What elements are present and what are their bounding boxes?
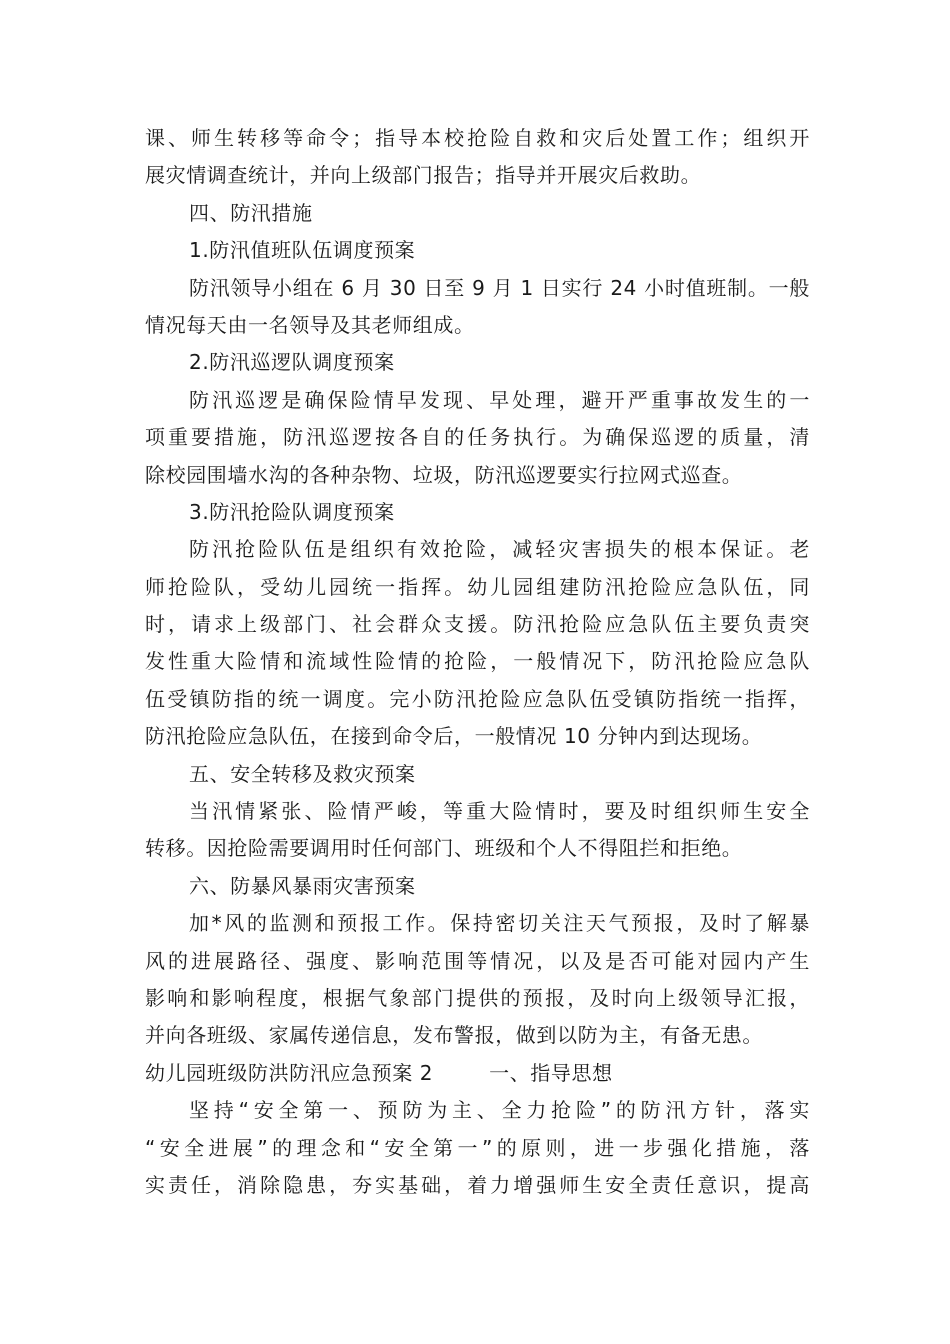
- paragraph-line: 防汛抢险队伍是组织有效抢险，减轻灾害损失的根本保证。老: [189, 537, 810, 562]
- paragraph-line: 发性重大险情和流域性险情的抢险，一般情况下，防汛抢险应急队: [145, 649, 810, 674]
- paragraph-line: 展灾情调查统计，并向上级部门报告；指导并开展灾后救助。: [145, 163, 702, 188]
- paragraph-line: 坚持“安全第一、预防为主、全力抢险”的防汛方针，落实: [189, 1098, 810, 1123]
- paragraph-line: 情况每天由一名领导及其老师组成。: [145, 312, 475, 337]
- paragraph-line: 并向各班级、家属传递信息，发布警报，做到以防为主，有备无患。: [145, 1023, 763, 1048]
- paragraph-line: 师抢险队，受幼儿园统一指挥。幼儿园组建防汛抢险应急队伍，同: [145, 574, 810, 599]
- document-title: 幼儿园班级防洪防汛应急预案 2: [145, 1060, 434, 1085]
- paragraph-line: 伍受镇防指的统一调度。完小防汛抢险应急队伍受镇防指统一指挥，: [145, 686, 810, 711]
- document-body: [145, 120, 810, 1204]
- paragraph-line: 项重要措施，防汛巡逻按各自的任务执行。为确保巡逻的质量，清: [145, 425, 810, 450]
- paragraph-line: 防汛领导小组在 6 月 30 日至 9 月 1 日实行 24 小时值班制。一般: [189, 275, 810, 300]
- section-heading: 五、安全转移及救灾预案: [189, 761, 416, 786]
- paragraph-line: 转移。因抢险需要调用时任何部门、班级和个人不得阻拦和拒绝。: [145, 836, 743, 861]
- paragraph-line: 防汛抢险应急队伍，在接到命令后，一般情况 10 分钟内到达现场。: [145, 724, 763, 749]
- paragraph-line: 影响和影响程度，根据气象部门提供的预报，及时向上级领导汇报，: [145, 985, 810, 1010]
- section-heading: 六、防暴风暴雨灾害预案: [189, 873, 416, 898]
- paragraph-line: 课、师生转移等命令；指导本校抢险自救和灾后处置工作；组织开: [145, 126, 810, 150]
- paragraph-line: 时，请求上级部门、社会群众支援。防汛抢险应急队伍主要负责突: [145, 612, 810, 637]
- paragraph-line: 当汛情紧张、险情严峻，等重大险情时，要及时组织师生安全: [189, 799, 810, 824]
- paragraph-line: 风的进展路径、强度、影响范围等情况，以及是否可能对园内产生: [145, 948, 810, 973]
- section-heading: 一、指导思想: [489, 1060, 613, 1085]
- section-heading: 四、防汛措施: [189, 200, 313, 225]
- paragraph-line: “安全进展”的理念和“安全第一”的原则，进一步强化措施，落: [145, 1135, 810, 1160]
- document-heading-line: [145, 1055, 810, 1092]
- subsection-heading: 2.防汛巡逻队调度预案: [189, 350, 395, 375]
- paragraph-line: 实责任，消除隐患，夯实基础，着力增强师生安全责任意识，提高: [145, 1172, 810, 1197]
- subsection-heading: 1.防汛值班队伍调度预案: [189, 238, 416, 263]
- paragraph-line: 加*风的监测和预报工作。保持密切关注天气预报，及时了解暴: [189, 911, 810, 936]
- subsection-heading: 3.防汛抢险队调度预案: [189, 499, 395, 524]
- paragraph-line: 除校园围墙水沟的各种杂物、垃圾，防汛巡逻要实行拉网式巡查。: [145, 462, 743, 487]
- paragraph-line: 防汛巡逻是确保险情早发现、早处理，避开严重事故发生的一: [189, 387, 810, 412]
